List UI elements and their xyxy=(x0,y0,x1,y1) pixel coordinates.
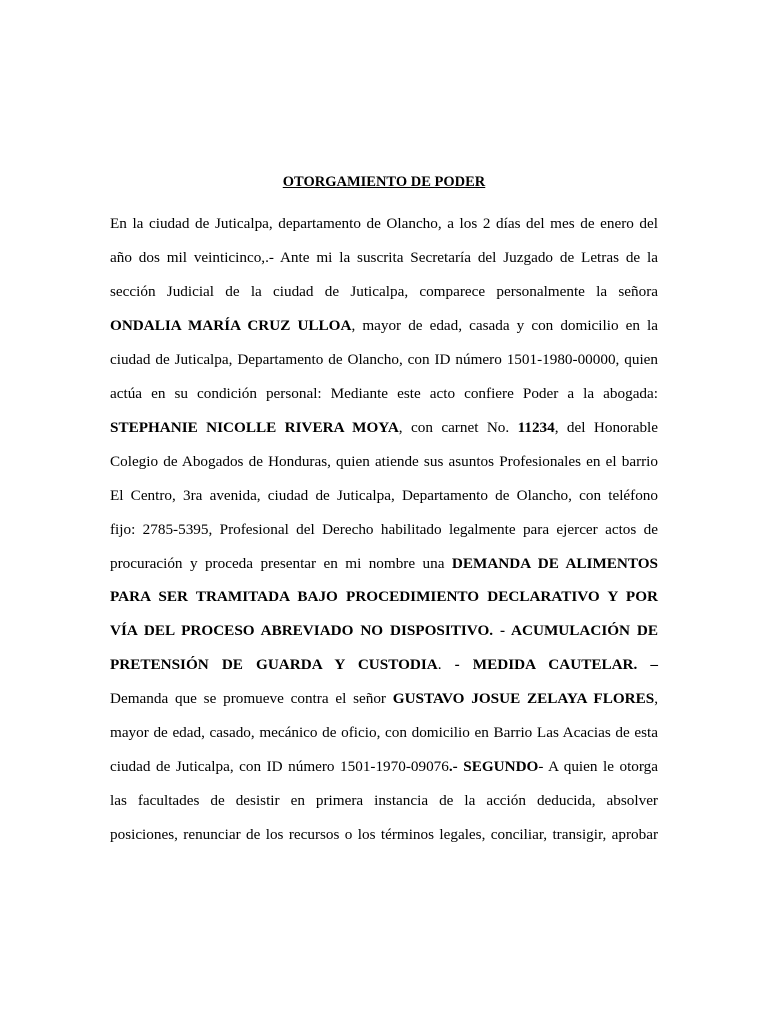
text-run: sección Judicial de la ciudad de Juticalpa, comparece personalmente la señora xyxy=(110,282,658,300)
body-line xyxy=(110,620,658,642)
bold-text: GUSTAVO JOSUE ZELAYA FLORES xyxy=(392,690,655,708)
text-run: las facultades de desistir en primera instancia de la acción deducida, absolver xyxy=(110,792,658,810)
text-run: año dos mil veinticinco,.- Ante mi la suscrita Secretaría del Juzgado de Letras de la xyxy=(110,248,658,266)
body-line xyxy=(110,553,658,575)
text-run: procuración y proceda presentar en mi nombre una xyxy=(110,554,452,572)
body-line xyxy=(110,281,658,303)
text-run: mayor de edad, casado, mecánico de oficio, con domicilio en Barrio Las Acacias de esta xyxy=(110,724,658,742)
bold-text: VÍA DEL PROCESO ABREVIADO NO DISPOSITIVO. - ACUMULACIÓN DE xyxy=(110,622,658,640)
text-run: posiciones, renunciar de los recursos o los términos legales, conciliar, transigir, aprobar xyxy=(110,826,658,844)
bold-text: DEMANDA DE ALIMENTOS xyxy=(451,554,659,572)
text-run: El Centro, 3ra avenida, ciudad de Juticalpa, Departamento de Olancho, con teléfono xyxy=(110,486,658,504)
body-line xyxy=(110,519,658,541)
bold-text: STEPHANIE NICOLLE RIVERA MOYA xyxy=(110,418,399,436)
body-line xyxy=(110,247,658,269)
body-line xyxy=(110,654,658,676)
text-run: ciudad de Juticalpa, con ID número 1501-1970-09076 xyxy=(110,758,449,776)
text-run: , xyxy=(654,690,658,708)
text-run: Colegio de Abogados de Honduras, quien atiende sus asuntos Profesionales en el barrio xyxy=(110,452,658,470)
text-run: , del Honorable xyxy=(554,418,658,436)
body-line xyxy=(110,756,658,778)
text-run: - A quien le otorga xyxy=(538,758,658,776)
body-line xyxy=(110,213,658,235)
body-line xyxy=(110,451,658,473)
body-line xyxy=(110,824,658,846)
bold-text: PRETENSIÓN DE GUARDA Y CUSTODIA xyxy=(110,656,438,674)
bold-text: PARA SER TRAMITADA BAJO PROCEDIMIENTO DECLARATIVO Y POR xyxy=(110,588,658,606)
text-run: , con carnet No. xyxy=(398,418,518,436)
text-run: , mayor de edad, casada y con domicilio en la xyxy=(351,316,658,334)
text-run: actúa en su condición personal: Mediante este acto confiere Poder a la abogada: xyxy=(110,384,658,402)
text-run: . xyxy=(437,656,455,674)
body-line xyxy=(110,688,658,710)
bold-text: .- SEGUNDO xyxy=(448,758,539,776)
document-title: OTORGAMIENTO DE PODER xyxy=(282,174,486,190)
body-line xyxy=(110,315,658,337)
body-line xyxy=(110,383,658,405)
body-line xyxy=(110,722,658,744)
text-run: ciudad de Juticalpa, Departamento de Olancho, con ID número 1501-1980-00000, quien xyxy=(110,350,658,368)
bold-text: ONDALIA MARÍA CRUZ ULLOA xyxy=(110,316,352,334)
text-run: fijo: 2785-5395, Profesional del Derecho habilitado legalmente para ejercer actos de xyxy=(110,520,658,538)
body-line xyxy=(110,586,658,608)
body-line xyxy=(110,790,658,812)
text-run: En la ciudad de Juticalpa, departamento de Olancho, a los 2 días del mes de enero del xyxy=(110,215,658,232)
body-line xyxy=(110,349,658,371)
body-line xyxy=(110,485,658,507)
bold-text: 11234 xyxy=(517,418,555,436)
text-run: Demanda que se promueve contra el señor xyxy=(110,690,393,708)
bold-text: - MEDIDA CAUTELAR. – xyxy=(454,656,659,674)
body-line xyxy=(110,417,658,439)
